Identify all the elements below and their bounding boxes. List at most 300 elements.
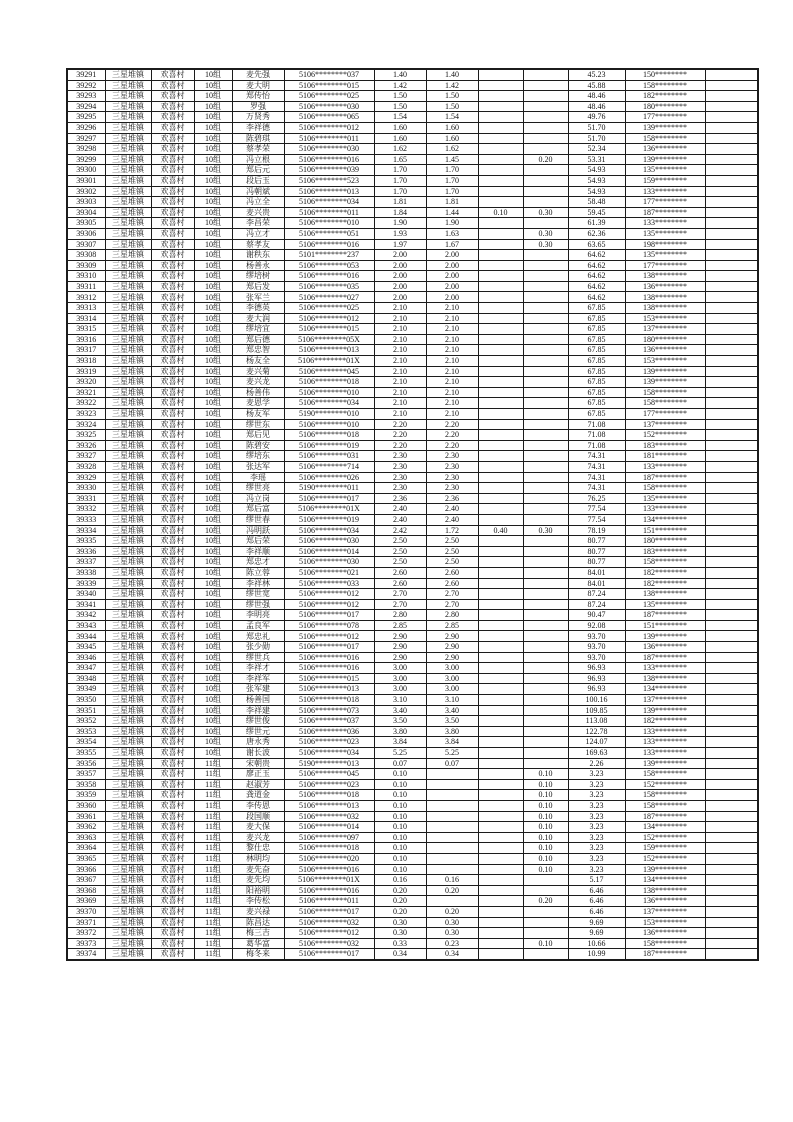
masked-id-number: 5106********016: [284, 239, 374, 250]
row-id: 39354: [67, 737, 105, 748]
extra-1: [478, 461, 523, 472]
village: 欢喜村: [151, 409, 194, 420]
empty-cell: [705, 546, 758, 557]
extra-1: [478, 324, 523, 335]
row-id: 39311: [67, 281, 105, 292]
town: 三星堆镇: [105, 112, 151, 123]
row-id: 39326: [67, 440, 105, 451]
extra-2: [523, 430, 568, 441]
empty-cell: [705, 578, 758, 589]
masked-id-number: 5106********018: [284, 790, 374, 801]
masked-id-number: 5106********030: [284, 144, 374, 155]
amount: 67.85: [568, 334, 625, 345]
extra-1: [478, 896, 523, 907]
extra-1: [478, 811, 523, 822]
empty-cell: [705, 461, 758, 472]
empty-cell: [705, 705, 758, 716]
town: 三星堆镇: [105, 822, 151, 833]
person-name: 黎仕忠: [232, 843, 284, 854]
value-1: 2.10: [374, 303, 426, 314]
value-2: 1.90: [426, 218, 478, 229]
extra-2: 0.10: [523, 811, 568, 822]
masked-phone: 180********: [625, 101, 705, 112]
value-2: 3.00: [426, 684, 478, 695]
amount: 3.23: [568, 769, 625, 780]
person-name: 葛华富: [232, 938, 284, 949]
village: 欢喜村: [151, 334, 194, 345]
row-id: 39365: [67, 853, 105, 864]
amount: 122.78: [568, 726, 625, 737]
extra-1: [478, 695, 523, 706]
value-2: [426, 800, 478, 811]
amount: 77.54: [568, 504, 625, 515]
row-id: 39313: [67, 303, 105, 314]
village: 欢喜村: [151, 133, 194, 144]
value-1: 2.10: [374, 313, 426, 324]
village: 欢喜村: [151, 832, 194, 843]
village: 欢喜村: [151, 652, 194, 663]
table-row: [67, 578, 758, 589]
extra-2: 0.10: [523, 832, 568, 843]
amount: 93.70: [568, 652, 625, 663]
row-id: 39369: [67, 896, 105, 907]
table-row: [67, 896, 758, 907]
value-2: [426, 822, 478, 833]
group: 10组: [194, 324, 232, 335]
amount: 51.70: [568, 133, 625, 144]
extra-1: [478, 938, 523, 949]
masked-phone: 159********: [625, 175, 705, 186]
value-1: 0.10: [374, 769, 426, 780]
extra-1: [478, 483, 523, 494]
town: 三星堆镇: [105, 186, 151, 197]
group: 11组: [194, 928, 232, 939]
village: 欢喜村: [151, 822, 194, 833]
group: 11组: [194, 938, 232, 949]
table-row: [67, 409, 758, 420]
masked-phone: 136********: [625, 928, 705, 939]
amount: 61.39: [568, 218, 625, 229]
town: 三星堆镇: [105, 356, 151, 367]
value-1: 0.10: [374, 864, 426, 875]
village: 欢喜村: [151, 101, 194, 112]
town: 三星堆镇: [105, 175, 151, 186]
group: 10组: [194, 695, 232, 706]
empty-cell: [705, 938, 758, 949]
table-row: [67, 122, 758, 133]
group: 11组: [194, 790, 232, 801]
extra-2: [523, 514, 568, 525]
value-1: 2.30: [374, 472, 426, 483]
village: 欢喜村: [151, 207, 194, 218]
value-1: 2.10: [374, 377, 426, 388]
village: 欢喜村: [151, 419, 194, 430]
masked-id-number: 5106********017: [284, 642, 374, 653]
masked-id-number: 5106********013: [284, 186, 374, 197]
value-2: 2.10: [426, 387, 478, 398]
row-id: 39321: [67, 387, 105, 398]
value-1: 3.10: [374, 695, 426, 706]
masked-id-number: 5106********01X: [284, 356, 374, 367]
masked-id-number: 5106********01X: [284, 504, 374, 515]
empty-cell: [705, 737, 758, 748]
masked-phone: 133********: [625, 504, 705, 515]
village: 欢喜村: [151, 864, 194, 875]
empty-cell: [705, 663, 758, 674]
extra-2: [523, 356, 568, 367]
masked-id-number: 5106********034: [284, 748, 374, 759]
group: 10组: [194, 69, 232, 80]
masked-id-number: 5106********523: [284, 175, 374, 186]
value-1: 2.30: [374, 461, 426, 472]
masked-id-number: 5106********018: [284, 843, 374, 854]
masked-id-number: 5106********032: [284, 811, 374, 822]
amount: 3.23: [568, 822, 625, 833]
masked-id-number: 5106********030: [284, 101, 374, 112]
town: 三星堆镇: [105, 122, 151, 133]
person-name: 李祥军: [232, 673, 284, 684]
group: 10组: [194, 366, 232, 377]
value-1: 1.70: [374, 175, 426, 186]
masked-id-number: 5106********019: [284, 440, 374, 451]
group: 11组: [194, 822, 232, 833]
table-row: [67, 864, 758, 875]
group: 10组: [194, 292, 232, 303]
town: 三星堆镇: [105, 409, 151, 420]
amount: 3.23: [568, 779, 625, 790]
extra-1: [478, 419, 523, 430]
amount: 64.62: [568, 250, 625, 261]
empty-cell: [705, 366, 758, 377]
value-1: 2.10: [374, 345, 426, 356]
amount: 67.85: [568, 398, 625, 409]
table-row: [67, 716, 758, 727]
masked-id-number: 5106********017: [284, 906, 374, 917]
row-id: 39332: [67, 504, 105, 515]
group: 10组: [194, 684, 232, 695]
extra-2: [523, 398, 568, 409]
village: 欢喜村: [151, 673, 194, 684]
person-name: 麦先强: [232, 69, 284, 80]
extra-2: [523, 218, 568, 229]
row-id: 39303: [67, 197, 105, 208]
extra-2: 0.10: [523, 864, 568, 875]
extra-1: [478, 345, 523, 356]
masked-phone: 187********: [625, 610, 705, 621]
person-name: 梅冬来: [232, 949, 284, 960]
group: 11组: [194, 864, 232, 875]
table-row: [67, 663, 758, 674]
village: 欢喜村: [151, 705, 194, 716]
town: 三星堆镇: [105, 663, 151, 674]
empty-cell: [705, 758, 758, 769]
extra-2: [523, 589, 568, 600]
person-name: 麦兴禄: [232, 906, 284, 917]
group: 10组: [194, 144, 232, 155]
table-row: [67, 853, 758, 864]
town: 三星堆镇: [105, 387, 151, 398]
masked-id-number: 5106********065: [284, 112, 374, 123]
amount: 59.45: [568, 207, 625, 218]
extra-2: [523, 748, 568, 759]
masked-phone: 198********: [625, 239, 705, 250]
village: 欢喜村: [151, 853, 194, 864]
table-row: [67, 281, 758, 292]
extra-2: [523, 599, 568, 610]
masked-phone: 150********: [625, 69, 705, 80]
value-2: [426, 790, 478, 801]
masked-id-number: 5106********030: [284, 557, 374, 568]
masked-phone: 139********: [625, 705, 705, 716]
row-id: 39322: [67, 398, 105, 409]
extra-1: [478, 589, 523, 600]
town: 三星堆镇: [105, 589, 151, 600]
person-name: 麦兴贵: [232, 207, 284, 218]
town: 三星堆镇: [105, 885, 151, 896]
table-row: [67, 790, 758, 801]
extra-1: [478, 356, 523, 367]
row-id: 39329: [67, 472, 105, 483]
value-1: 0.10: [374, 822, 426, 833]
row-id: 39298: [67, 144, 105, 155]
masked-id-number: 5190********010: [284, 409, 374, 420]
row-id: 39299: [67, 154, 105, 165]
row-id: 39353: [67, 726, 105, 737]
person-name: 谢长波: [232, 748, 284, 759]
person-name: 李祥德: [232, 122, 284, 133]
masked-phone: 158********: [625, 133, 705, 144]
masked-id-number: 5106********014: [284, 546, 374, 557]
masked-id-number: 5106********013: [284, 684, 374, 695]
empty-cell: [705, 430, 758, 441]
table-row: [67, 472, 758, 483]
group: 10组: [194, 228, 232, 239]
group: 11组: [194, 853, 232, 864]
town: 三星堆镇: [105, 91, 151, 102]
person-name: 缪世元: [232, 726, 284, 737]
masked-phone: 133********: [625, 748, 705, 759]
value-1: 3.50: [374, 716, 426, 727]
value-1: 1.42: [374, 80, 426, 91]
town: 三星堆镇: [105, 398, 151, 409]
group: 10组: [194, 451, 232, 462]
group: 11组: [194, 885, 232, 896]
value-1: 1.65: [374, 154, 426, 165]
table-row: [67, 451, 758, 462]
table-row: [67, 461, 758, 472]
extra-1: [478, 334, 523, 345]
empty-cell: [705, 207, 758, 218]
extra-1: [478, 875, 523, 886]
group: 10组: [194, 122, 232, 133]
village: 欢喜村: [151, 843, 194, 854]
extra-1: [478, 218, 523, 229]
extra-2: [523, 472, 568, 483]
village: 欢喜村: [151, 504, 194, 515]
amount: 93.70: [568, 642, 625, 653]
row-id: 39316: [67, 334, 105, 345]
amount: 9.69: [568, 928, 625, 939]
row-id: 39350: [67, 695, 105, 706]
value-1: 0.34: [374, 949, 426, 960]
village: 欢喜村: [151, 440, 194, 451]
masked-phone: 135********: [625, 228, 705, 239]
table-row: [67, 885, 758, 896]
table-row: [67, 504, 758, 515]
town: 三星堆镇: [105, 673, 151, 684]
value-1: 2.30: [374, 483, 426, 494]
extra-2: [523, 409, 568, 420]
extra-2: [523, 631, 568, 642]
value-2: [426, 779, 478, 790]
town: 三星堆镇: [105, 705, 151, 716]
person-name: 张军建: [232, 684, 284, 695]
value-2: 2.30: [426, 461, 478, 472]
extra-2: [523, 610, 568, 621]
empty-cell: [705, 875, 758, 886]
amount: 9.69: [568, 917, 625, 928]
extra-1: [478, 303, 523, 314]
table-row: [67, 800, 758, 811]
masked-id-number: 5106********017: [284, 493, 374, 504]
person-name: 郑传怡: [232, 91, 284, 102]
empty-cell: [705, 695, 758, 706]
town: 三星堆镇: [105, 906, 151, 917]
masked-phone: 133********: [625, 726, 705, 737]
person-name: 麦兴龙: [232, 832, 284, 843]
table-row: [67, 726, 758, 737]
group: 10组: [194, 387, 232, 398]
extra-1: [478, 949, 523, 960]
empty-cell: [705, 832, 758, 843]
masked-id-number: 5106********032: [284, 938, 374, 949]
value-1: 2.10: [374, 398, 426, 409]
table-row: [67, 620, 758, 631]
value-1: 1.60: [374, 133, 426, 144]
extra-1: [478, 578, 523, 589]
value-2: 2.10: [426, 345, 478, 356]
extra-2: [523, 642, 568, 653]
amount: 74.31: [568, 472, 625, 483]
value-2: 0.30: [426, 917, 478, 928]
group: 11组: [194, 949, 232, 960]
masked-phone: 137********: [625, 324, 705, 335]
town: 三星堆镇: [105, 536, 151, 547]
empty-cell: [705, 197, 758, 208]
value-1: 0.33: [374, 938, 426, 949]
masked-id-number: 5106********714: [284, 461, 374, 472]
amount: 6.46: [568, 906, 625, 917]
extra-1: [478, 853, 523, 864]
person-name: 郑后德: [232, 334, 284, 345]
masked-id-number: 5106********078: [284, 620, 374, 631]
amount: 67.85: [568, 409, 625, 420]
masked-phone: 139********: [625, 377, 705, 388]
value-2: 2.70: [426, 599, 478, 610]
town: 三星堆镇: [105, 80, 151, 91]
extra-2: [523, 620, 568, 631]
masked-id-number: 5106********012: [284, 313, 374, 324]
value-2: 2.30: [426, 472, 478, 483]
amount: 90.47: [568, 610, 625, 621]
amount: 10.66: [568, 938, 625, 949]
table-row: [67, 112, 758, 123]
group: 11组: [194, 906, 232, 917]
masked-id-number: 5106********012: [284, 599, 374, 610]
person-name: 缪世宽: [232, 589, 284, 600]
value-2: 2.90: [426, 642, 478, 653]
row-id: 39374: [67, 949, 105, 960]
masked-id-number: 5106********017: [284, 610, 374, 621]
village: 欢喜村: [151, 398, 194, 409]
group: 10组: [194, 557, 232, 568]
amount: 3.23: [568, 832, 625, 843]
person-name: 张军兰: [232, 292, 284, 303]
row-id: 39323: [67, 409, 105, 420]
table-body: [67, 69, 758, 960]
masked-phone: 134********: [625, 514, 705, 525]
extra-2: 0.10: [523, 800, 568, 811]
extra-1: [478, 843, 523, 854]
village: 欢喜村: [151, 483, 194, 494]
table-row: [67, 91, 758, 102]
masked-id-number: 5106********035: [284, 281, 374, 292]
person-name: 缪培宜: [232, 324, 284, 335]
village: 欢喜村: [151, 631, 194, 642]
value-1: 3.00: [374, 663, 426, 674]
empty-cell: [705, 620, 758, 631]
row-id: 39355: [67, 748, 105, 759]
group: 10组: [194, 525, 232, 536]
value-2: [426, 864, 478, 875]
masked-id-number: 5106********014: [284, 822, 374, 833]
amount: 45.88: [568, 80, 625, 91]
table-row: [67, 684, 758, 695]
town: 三星堆镇: [105, 620, 151, 631]
village: 欢喜村: [151, 938, 194, 949]
extra-1: [478, 165, 523, 176]
group: 10组: [194, 705, 232, 716]
value-2: 2.10: [426, 334, 478, 345]
masked-id-number: 5106********034: [284, 525, 374, 536]
person-name: 郑后富: [232, 504, 284, 515]
person-name: 杨友军: [232, 409, 284, 420]
masked-phone: 187********: [625, 472, 705, 483]
masked-id-number: 5106********010: [284, 218, 374, 229]
extra-2: [523, 366, 568, 377]
village: 欢喜村: [151, 758, 194, 769]
table-row: [67, 779, 758, 790]
table-row: [67, 906, 758, 917]
group: 10组: [194, 281, 232, 292]
group: 10组: [194, 356, 232, 367]
group: 10组: [194, 250, 232, 261]
table-row: [67, 430, 758, 441]
group: 10组: [194, 737, 232, 748]
empty-cell: [705, 610, 758, 621]
extra-2: [523, 271, 568, 282]
masked-id-number: 5106********023: [284, 779, 374, 790]
group: 10组: [194, 514, 232, 525]
value-2: 1.40: [426, 69, 478, 80]
masked-id-number: 5106********027: [284, 292, 374, 303]
value-1: 2.00: [374, 292, 426, 303]
extra-1: [478, 387, 523, 398]
group: 10组: [194, 91, 232, 102]
empty-cell: [705, 398, 758, 409]
empty-cell: [705, 154, 758, 165]
empty-cell: [705, 419, 758, 430]
